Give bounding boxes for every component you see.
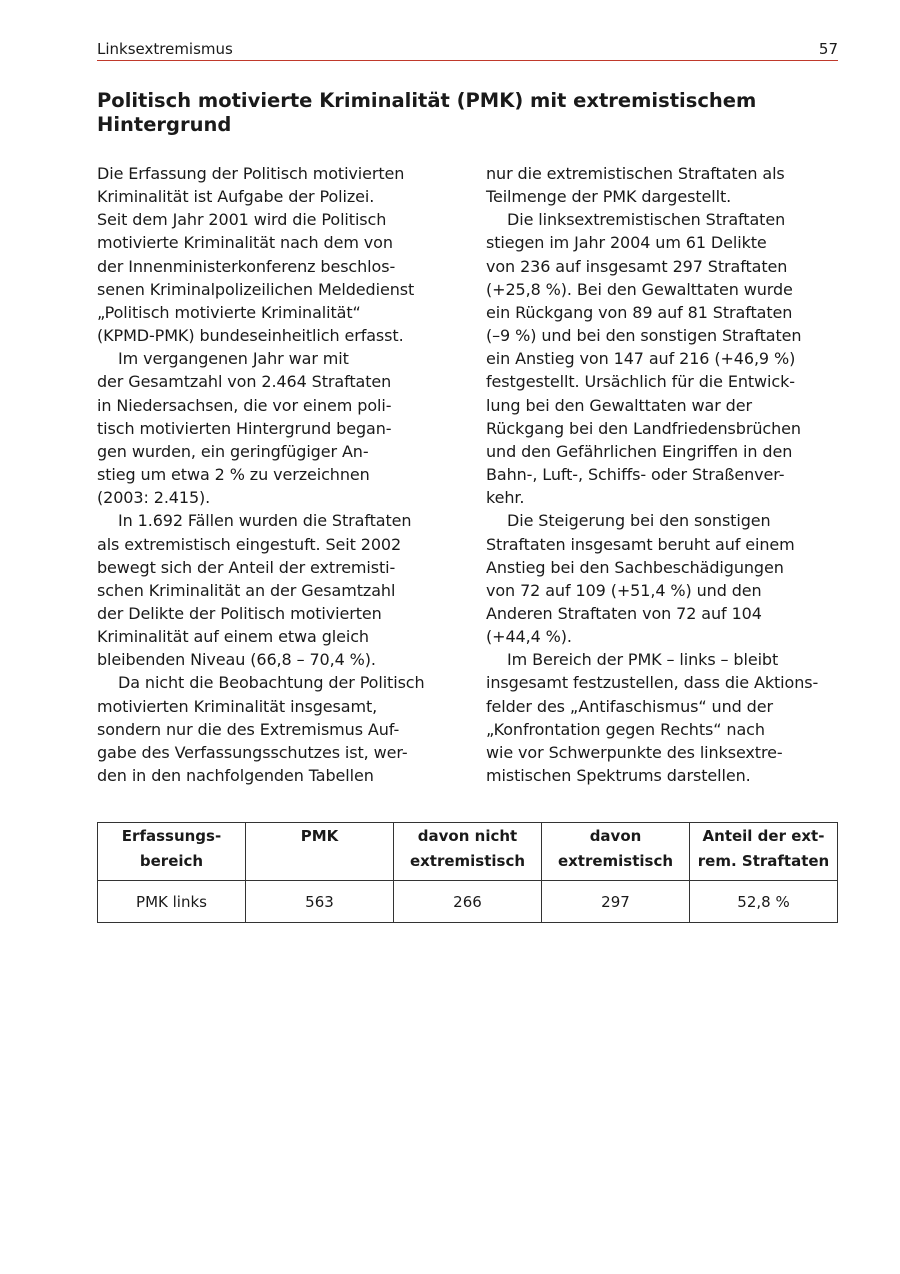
text-line: Im vergangenen Jahr war mit [118, 349, 349, 369]
text-line: motivierten Kriminalität insgesamt, [97, 696, 378, 716]
text-line: Anstieg bei den Sachbeschädigungen [486, 557, 784, 577]
text-line: kehr. [486, 488, 525, 508]
text-line: und den Gefährlichen Eingriffen in den [486, 441, 793, 461]
text-line: stieg um etwa 2 % zu verzeichnen [97, 465, 370, 485]
text-line: Im Bereich der PMK – links – bleibt [507, 650, 779, 670]
column-header [690, 823, 838, 881]
text-line: den in den nachfolgenden Tabellen [97, 766, 374, 786]
heading-line: Hintergrund [97, 113, 232, 136]
text-line: Teilmenge der PMK dargestellt. [486, 187, 732, 207]
text-line: Bahn-, Luft-, Schiffs- oder Straßenver- [486, 465, 785, 485]
text-line: (–9 %) und bei den sonstigen Straftaten [486, 326, 802, 346]
text-line: nur die extremistischen Straftaten als [486, 164, 785, 183]
text-line: In 1.692 Fällen wurden die Straftaten [118, 511, 412, 531]
text-line: stiegen im Jahr 2004 um 61 Delikte [486, 233, 767, 253]
text-line: senen Kriminalpolizeilichen Meldedienst [97, 279, 415, 299]
column-header [98, 823, 246, 881]
pmk-statistics-table [97, 822, 838, 923]
header-text-line: davon [589, 827, 642, 845]
text-line: der Innenministerkonferenz beschlos- [97, 256, 396, 276]
text-line: Seit dem Jahr 2001 wird die Politisch [97, 210, 387, 230]
text-line: „Politisch motivierte Kriminalität“ [97, 302, 361, 322]
text-line: (+44,4 %). [486, 627, 572, 647]
column-header [542, 823, 690, 881]
text-line: lung bei den Gewalttaten war der [486, 395, 752, 415]
text-line: Kriminalität ist Aufgabe der Polizei. [97, 187, 375, 207]
text-line: motivierte Kriminalität nach dem von [97, 233, 393, 253]
table-cell: 266 [394, 881, 542, 923]
text-line: „Konfrontation gegen Rechts“ nach [486, 719, 765, 739]
text-line: Straftaten insgesamt beruht auf einem [486, 534, 795, 554]
table-cell: PMK links [98, 881, 246, 923]
table-header-row [98, 823, 838, 881]
text-line: ein Rückgang von 89 auf 81 Straftaten [486, 302, 793, 322]
text-line: gabe des Verfassungsschutzes ist, wer- [97, 742, 408, 762]
header-text-line: davon nicht [417, 827, 518, 845]
table-row [98, 881, 838, 923]
text-line: der Delikte der Politisch motivierten [97, 603, 382, 623]
text-line: tisch motivierten Hintergrund began- [97, 418, 392, 438]
text-line: mistischen Spektrums darstellen. [486, 766, 751, 786]
text-line: ein Anstieg von 147 auf 216 (+46,9 %) [486, 349, 796, 369]
text-line: der Gesamtzahl von 2.464 Straftaten [97, 372, 392, 392]
text-line: Kriminalität auf einem etwa gleich [97, 627, 369, 647]
text-line: felder des „Antifaschismus“ und der [486, 696, 773, 716]
text-line: wie vor Schwerpunkte des linksextre- [486, 742, 783, 762]
text-line: (+25,8 %). Bei den Gewalttaten wurde [486, 279, 793, 299]
text-line: Anderen Straftaten von 72 auf 104 [486, 603, 762, 623]
left-text-column [97, 162, 457, 787]
right-text-column [486, 162, 841, 787]
running-header [97, 38, 838, 61]
text-line: Die Erfassung der Politisch motivierten [97, 164, 405, 183]
text-line: sondern nur die des Extremismus Auf- [97, 719, 400, 739]
header-text-line: rem. Straftaten [697, 852, 830, 870]
text-line: Da nicht die Beobachtung der Politisch [118, 673, 425, 693]
text-line: als extremistisch eingestuft. Seit 2002 [97, 534, 402, 554]
table-cell: 563 [246, 881, 394, 923]
table-cell: 297 [542, 881, 690, 923]
text-line: insgesamt festzustellen, dass die Aktions- [486, 673, 819, 693]
section-title: Linksextremismus [97, 40, 233, 58]
text-line: Die Steigerung bei den sonstigen [507, 511, 771, 531]
text-line: bleibenden Niveau (66,8 – 70,4 %). [97, 650, 376, 670]
heading-line: Politisch motivierte Kriminalität (PMK) mit extremistischem [97, 89, 757, 112]
text-line: (KPMD-PMK) bundeseinheitlich erfasst. [97, 326, 404, 346]
text-line: (2003: 2.415). [97, 488, 211, 508]
header-text-line: extremistisch [409, 852, 526, 870]
header-text-line: bereich [139, 852, 204, 870]
column-header [394, 823, 542, 881]
text-line: von 236 auf insgesamt 297 Straftaten [486, 256, 788, 276]
text-line: bewegt sich der Anteil der extremisti- [97, 557, 396, 577]
text-line: festgestellt. Ursächlich für die Entwick- [486, 372, 795, 392]
article-heading [97, 89, 797, 137]
text-line: Rückgang bei den Landfriedensbrüchen [486, 418, 801, 438]
header-text-line: Anteil der ext- [702, 827, 825, 845]
column-header [246, 823, 394, 881]
header-text-line: Erfassungs- [121, 827, 222, 845]
text-line: von 72 auf 109 (+51,4 %) und den [486, 580, 762, 600]
header-text-line: extremistisch [557, 852, 674, 870]
text-line: schen Kriminalität an der Gesamtzahl [97, 580, 396, 600]
page-number: 57 [818, 40, 838, 58]
header-text-line: PMK [300, 827, 339, 845]
text-line: in Niedersachsen, die vor einem poli- [97, 395, 392, 415]
table-cell: 52,8 % [690, 881, 838, 923]
text-line: Die linksextremistischen Straftaten [507, 210, 786, 230]
text-line: gen wurden, ein geringfügiger An- [97, 441, 369, 461]
